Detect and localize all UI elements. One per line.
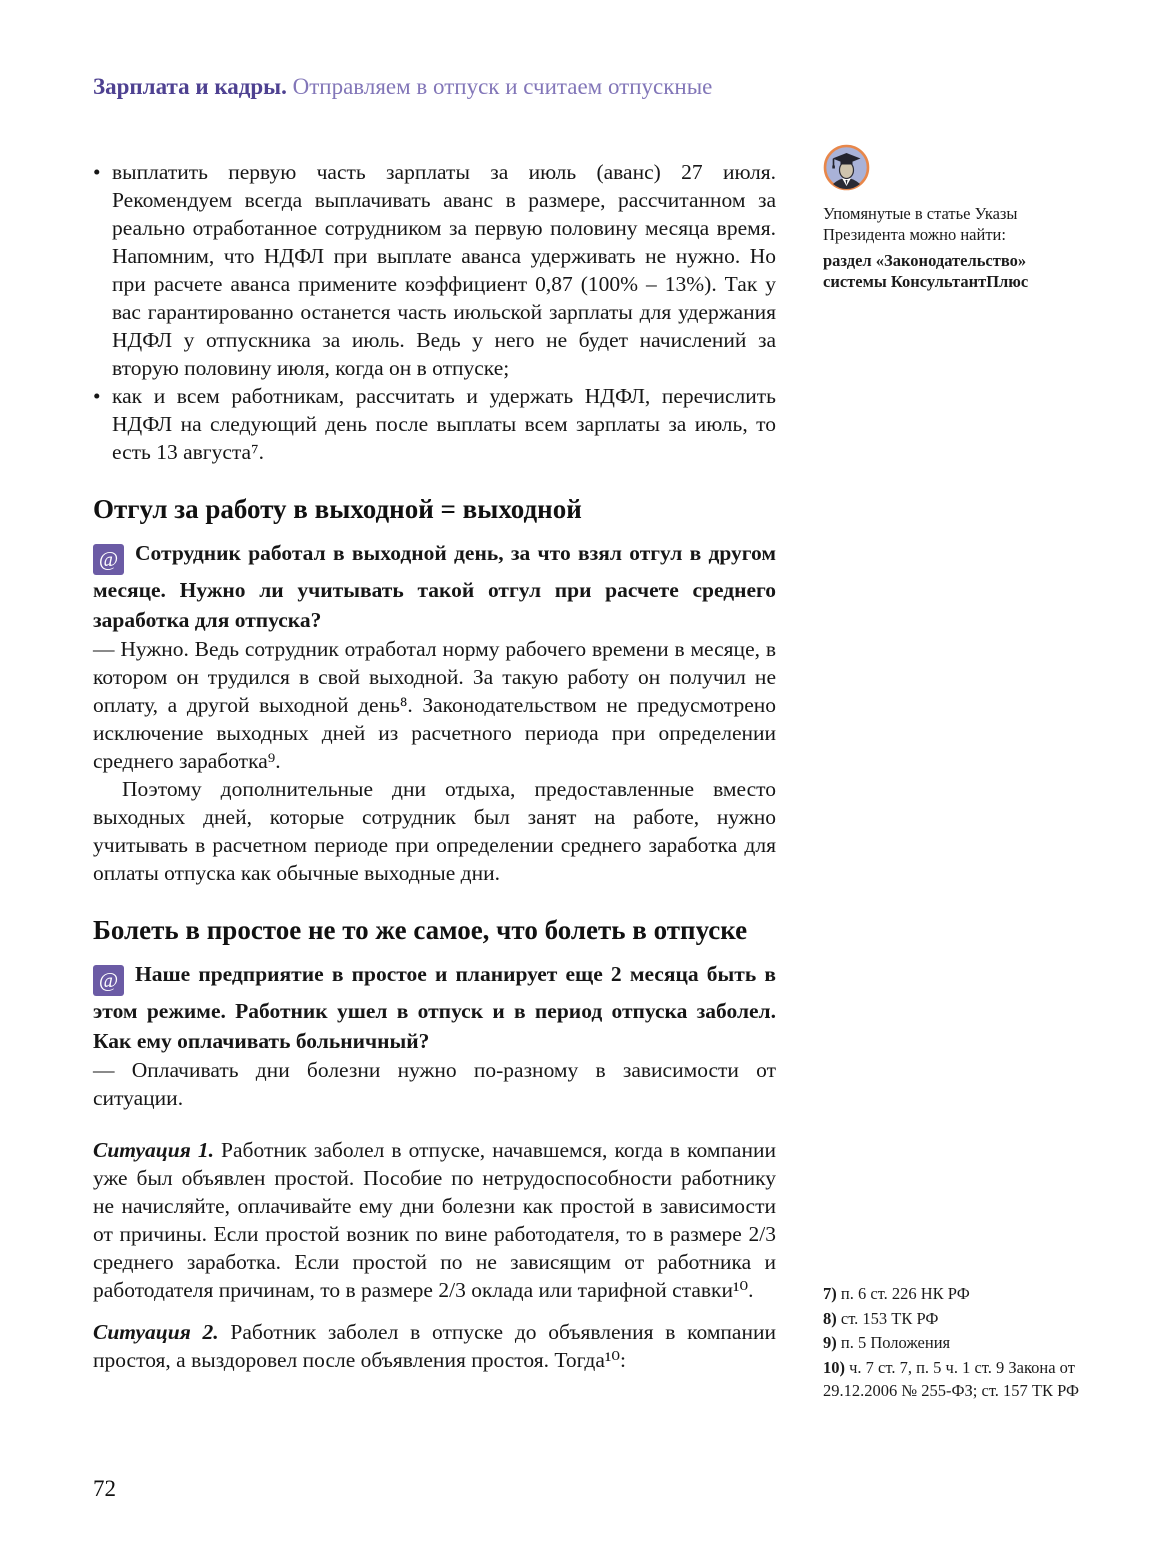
bullet-icon: • bbox=[93, 384, 101, 408]
situation-paragraph bbox=[93, 1136, 776, 1304]
page-number: 72 bbox=[93, 1476, 116, 1501]
footnote-text: п. 6 ст. 226 НК РФ bbox=[836, 1284, 970, 1303]
situation-text: Работник заболел в отпуске, начавшемся, когда в компании уже был объявлен простой. Пособие по нетрудоспособности работнику не начисляйте, оплачивайте ему дни болезни как простой в зависимости от причины. Если простой возник по вине работодателя, то в размере 2/3 среднего заработка. Если простой по не зависящим от работника и работодателя причинам, то в размере 2/3 оклада или тарифной ставки¹⁰. bbox=[93, 1138, 776, 1302]
sidebar-note bbox=[823, 144, 1075, 292]
sidebar-note-regular: Упомянутые в статье Указы Президента можно найти: bbox=[823, 204, 1018, 244]
list-item bbox=[93, 158, 776, 382]
bullet-list bbox=[93, 158, 776, 466]
question-at-icon: @ bbox=[93, 544, 124, 575]
footnote-number: 7) bbox=[823, 1284, 837, 1303]
footnote bbox=[823, 1331, 1091, 1355]
bullet-icon: • bbox=[93, 160, 101, 184]
section-heading-bolet: Болеть в простое не то же самое, что болеть в отпуске bbox=[93, 915, 748, 945]
footnote-number: 9) bbox=[823, 1333, 837, 1352]
footnotes-block bbox=[823, 1282, 1091, 1404]
graduate-scholar-icon bbox=[823, 144, 870, 191]
footnote-number: 10) bbox=[823, 1357, 845, 1377]
situation-paragraph bbox=[93, 1318, 776, 1374]
footnote bbox=[823, 1307, 1091, 1331]
qa-question bbox=[93, 959, 776, 1056]
qa-answer-paragraph: — Оплачивать дни болезни нужно по-разному в зависимости от ситуации. bbox=[93, 1058, 776, 1110]
bullet-text: как и всем работникам, рассчитать и удержать НДФЛ, перечислить НДФЛ на следующий день после выплаты всем зарплаты за июль, то есть 13 августа⁷. bbox=[112, 384, 776, 464]
situation-lead: Ситуация 1. bbox=[93, 1138, 214, 1162]
situation-text: Работник заболел в отпуске до объявления в компании простоя, а выздоровел после объявления простоя. Тогда¹⁰: bbox=[93, 1320, 776, 1372]
footnote-text: ст. 153 ТК РФ bbox=[836, 1308, 939, 1328]
sidebar-note-text bbox=[823, 203, 1075, 292]
sidebar-note-bold: раздел «Законодательство» системы КонсультантПлюс bbox=[823, 251, 1029, 291]
bullet-text: выплатить первую часть зарплаты за июль (аванс) 27 июля. Рекомендуем всегда выплачивать аванс в размере, рассчитанном за реально отработанное сотрудником за первую половину месяца время. Напомним, что НДФЛ при выплате аванса удерживать не нужно. Но при расчете аванса примените коэффициент 0,87 (100% – 13%). Так у вас гарантированно останется часть июльской зарплаты для удержания НДФЛ у отпускника за июль. Ведь у него не будет начислений за вторую половину июля, когда он в отпуске; bbox=[112, 160, 776, 380]
qa-answer-paragraph: — Нужно. Ведь сотрудник отработал норму рабочего времени в месяце, в котором он трудился в свой выходной. За такую работу он получил не оплату, а другой выходной день⁸. Законодательством не предусмотрено исключение выходных дней из расчетного периода при определении среднего заработка⁹. bbox=[93, 637, 776, 773]
situation-lead: Ситуация 2. bbox=[93, 1320, 219, 1344]
rubric-title: Зарплата и кадры. bbox=[93, 74, 287, 99]
qa-question bbox=[93, 538, 776, 635]
qa-answer-paragraph: Поэтому дополнительные дни отдыха, предоставленные вместо выходных дней, которые сотрудник был занят на работе, нужно учитывать в расчетном периоде при определении среднего заработка для оплаты отпуска как обычные выходные дни. bbox=[93, 777, 776, 885]
footnote bbox=[823, 1282, 1091, 1306]
main-text-column bbox=[93, 158, 776, 1374]
footnote-text: п. 5 Положения bbox=[836, 1333, 951, 1352]
footnote bbox=[823, 1356, 1091, 1403]
question-text: Наше предприятие в простое и планирует еще 2 месяца быть в этом режиме. Работник ушел в отпуск и в период отпуска заболел. Как ему оплачивать больничный? bbox=[93, 962, 776, 1053]
list-item bbox=[93, 382, 776, 466]
footnote-number: 8) bbox=[823, 1308, 837, 1328]
footnote-text: ч. 7 ст. 7, п. 5 ч. 1 ст. 9 Закона от 29.12.2006 № 255-ФЗ; ст. 157 ТК РФ bbox=[823, 1357, 1080, 1400]
running-header bbox=[93, 74, 833, 100]
question-text: Сотрудник работал в выходной день, за что взял отгул в другом месяце. Нужно ли учитывать такой отгул при расчете среднего заработка для отпуска? bbox=[93, 541, 776, 632]
question-at-icon: @ bbox=[93, 965, 124, 996]
section-heading-otgul: Отгул за работу в выходной = выходной bbox=[93, 494, 582, 524]
article-title: Отправляем в отпуск и считаем отпускные bbox=[292, 74, 713, 99]
